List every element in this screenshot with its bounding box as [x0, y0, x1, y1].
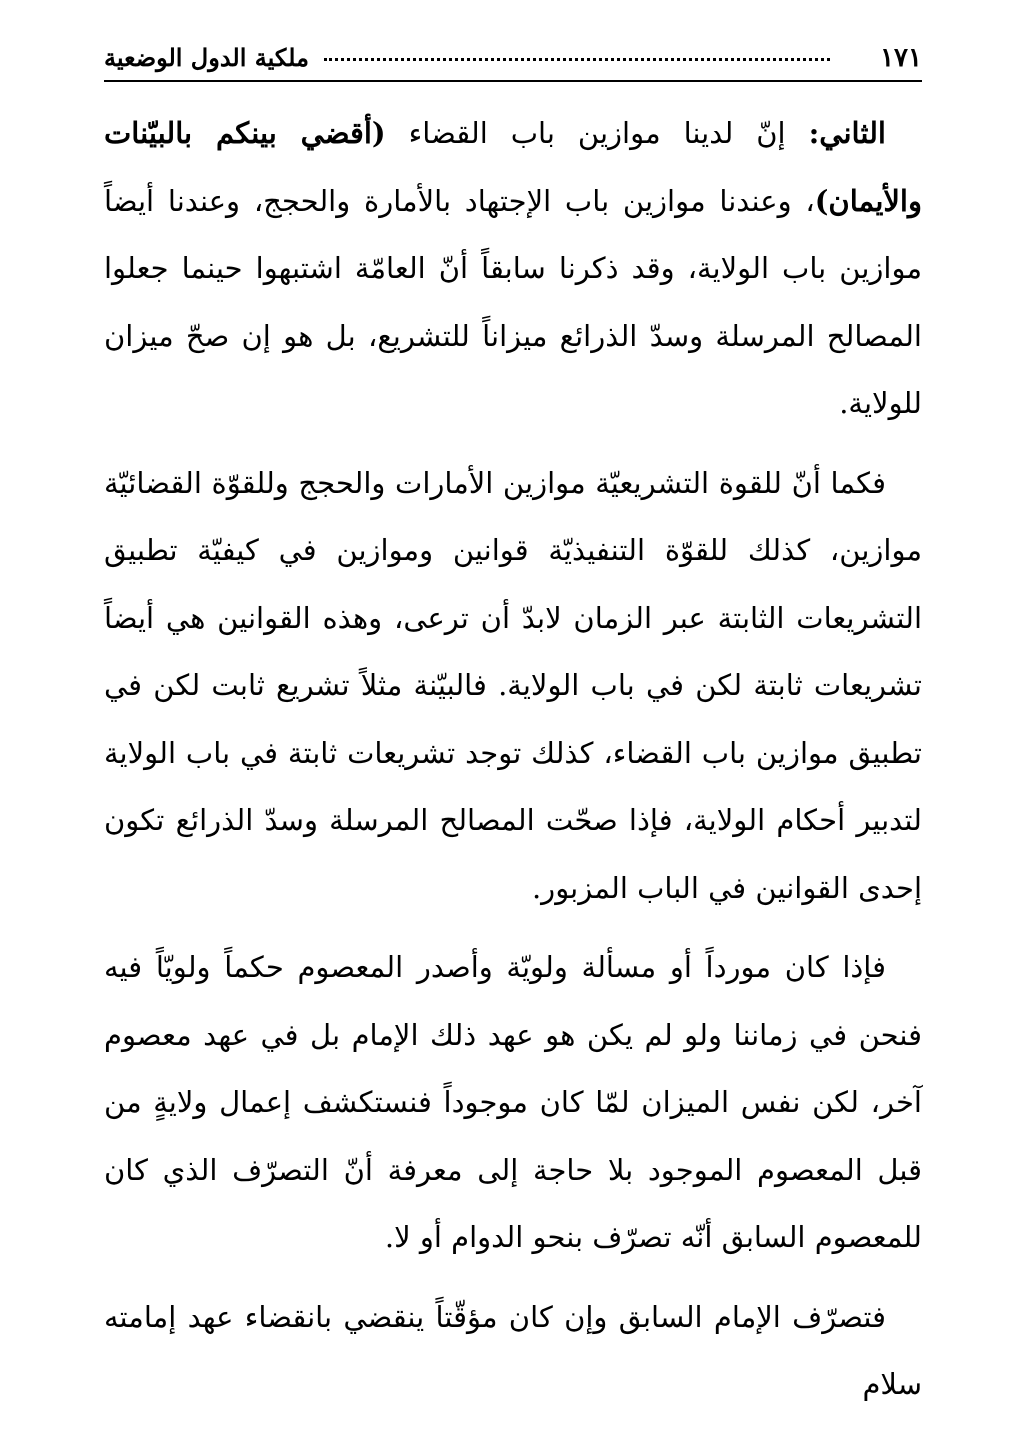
paragraph-text: ، وعندنا موازين باب الإجتهاد بالأمارة والحجج، وعندنا أيضاً موازين باب الولاية، وقد ذكرنا سابقاً أنّ العامّة اشتبهوا حينما جعلوا المصالح المرسلة وسدّ الذرائع ميزاناً للتشريع، بل هو إن صحّ ميزان للولاية.: [104, 183, 922, 420]
paragraph-2: فكما أنّ للقوة التشريعيّة موازين الأمارات والحجج وللقوّة القضائيّة موازين، كذلك للقوّة التنفيذيّة قوانين وموازين في كيفيّة تطبيق التشريعات الثابتة عبر الزمان لابدّ أن ترعى، وهذه القوانين هي أيضاً تشريعات ثابتة لكن في باب الولاية. فالبيّنة مثلاً تشريع ثابت لكن في تطبيق موازين باب القضاء، كذلك توجد تشريعات ثابتة في باب الولاية لتدبير أحكام الولاية، فإذا صحّت المصالح المرسلة وسدّ الذرائع تكون إحدى القوانين في الباب المزبور.: [104, 465, 922, 905]
header-rule: [104, 80, 922, 82]
paragraph-4: فتصرّف الإمام السابق وإن كان مؤقّتاً ينقضي بانقضاء عهد إمامته سلام: [104, 1299, 922, 1401]
paragraph-lead: الثاني:: [808, 116, 886, 150]
paragraph-3: فإذا كان مورداً أو مسألة ولويّة وأصدر المعصوم حكماً ولويّاً فيه فنحن في زماننا ولو لم يكن هو عهد ذلك الإمام بل في عهد معصوم آخر، لكن نفس الميزان لمّا كان موجوداً فنستكشف إعمال ولايةٍ من قبل المعصوم الموجود بلا حاجة إلى معرفة أنّ التصرّف الذي كان للمعصوم السابق أنّه تصرّف بنحو الدوام أو لا.: [104, 950, 922, 1254]
paragraph-text: إنّ لدينا موازين باب القضاء: [385, 116, 809, 150]
quoted-hadith: (أقضي بينكم بالبيّنات والأيمان): [104, 116, 922, 218]
book-page: [104, 36, 922, 1419]
running-header: [104, 36, 922, 80]
body-text: [104, 100, 922, 1419]
running-title: ملكية الدول الوضعية: [104, 43, 309, 72]
header-dot-leader: [324, 58, 830, 61]
paragraph-1: [104, 100, 922, 438]
page-number: ١٧١: [880, 43, 922, 73]
